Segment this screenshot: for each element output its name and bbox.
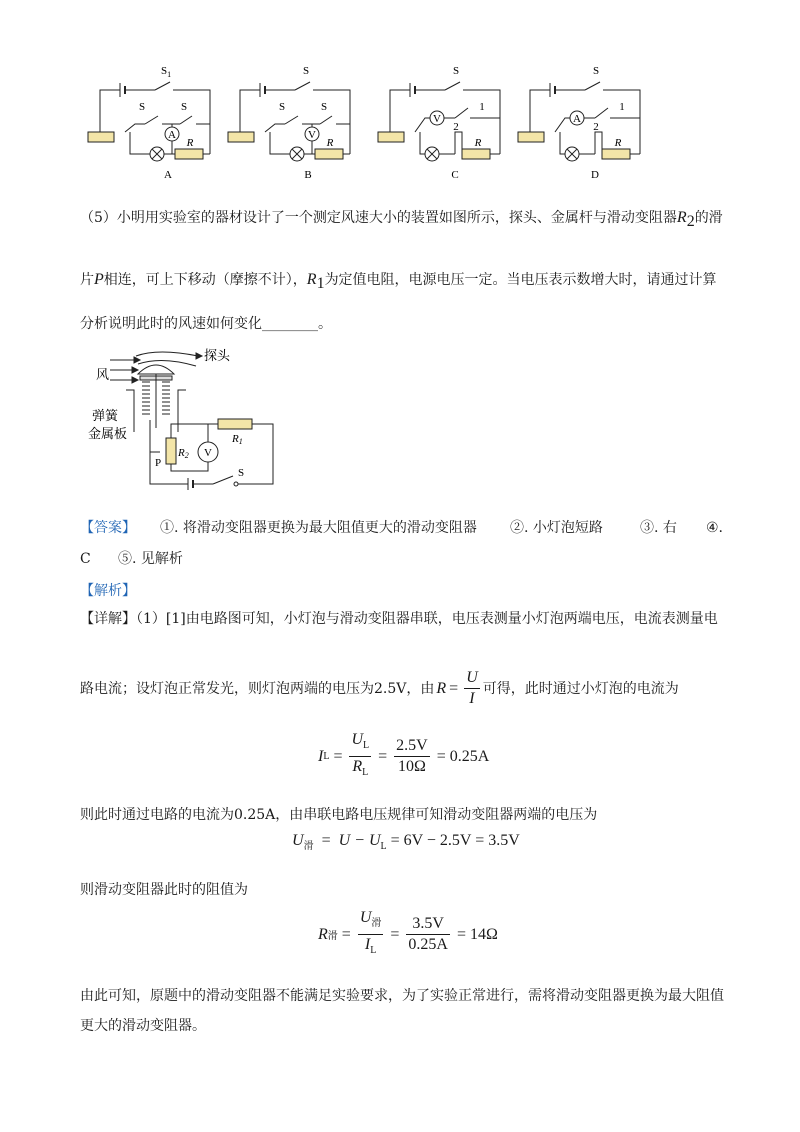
r-label-c: R [474,137,482,149]
s1-label-a: $S_1$ [160,65,172,79]
s1-label-b: S [302,65,310,77]
probe-label: 探头 [204,349,231,364]
s3-label-a: S [180,101,188,113]
spring-label: 弹簧 [92,409,119,424]
r1-symbol: R [306,271,317,288]
r-label-b: R [326,137,334,149]
r-label-d: R [614,137,622,149]
ammeter-d: A [573,113,581,125]
option-b-label: B [304,169,312,181]
p-label: P [155,457,162,469]
detail-line5: 由此可知，原题中的滑动变阻器不能满足实验要求，为了实验正常进行，需将滑动变阻器更换为最大阻值 [80,988,724,1004]
option-a-label: A [164,169,172,181]
detail-label: 【详解】 [80,611,136,627]
voltmeter-b: V [308,129,316,141]
voltmeter-c: V [433,113,441,125]
ammeter-a: A [168,129,176,141]
answer-item5: ⑤. 见解析 [118,551,183,567]
voltmeter-label: V [204,447,212,459]
detail-line2: 路电流；设灯泡正常发光，则灯泡两端的电压为2.5V，由 R = $\frac{U}{I}$ 可得，此时通过小灯泡的电流为 [80,669,679,707]
answer-line [80,518,136,538]
s1-label-d: S [592,65,600,77]
wind-label: 风 [96,368,110,383]
r1-label: R1 [232,433,243,446]
wind-speed-device-figure [88,346,288,496]
equation-resistance: R 滑 = $\frac{U_滑}{I_L}$ = $\frac{3.5V}{0.25A}$ = 14Ω [318,909,498,957]
s2-label-a: S [138,101,146,113]
r-label-a: R [186,137,194,149]
option-c-label: C [451,169,459,181]
pos2-c: 2 [453,121,459,133]
detail-line6: 更大的滑动变阻器。 [80,1018,206,1034]
answer-item4: ④. [706,520,724,536]
equation-voltage: $U_滑 = U - U_L = 6V - 2.5V = 3.5V$ [292,832,520,853]
s2-label-b: S [278,101,286,113]
option-d-label: D [591,169,599,181]
answer-item1: ①. 将滑动变阻器更换为最大阻值更大的滑动变阻器 [160,520,477,536]
equation-current: I L = $\frac{U_L}{R_L}$ = $\frac{2.5V}{10\Omega}$ = 0.25A [318,731,490,779]
switch-label: S [238,467,245,479]
s1-label-c: S [452,65,460,77]
r2-symbol: R [676,209,687,226]
answer-label: 【答案】 [80,520,136,536]
answer-item3: ③. 右 [640,520,677,536]
question5-line1: （5）小明用实验室的器材设计了一个测定风速大小的装置如图所示，探头、金属杆与滑动变阻器$R_2$的滑 [80,209,723,230]
pos1-d: 1 [619,101,625,113]
circuit-b [228,82,350,161]
circuit-a [88,82,210,161]
answer-item2: ②. 小灯泡短路 [510,520,603,536]
detail-line3: 则此时通过电路的电流为0.25A，由串联电路电压规律可知滑动变阻器两端的电压为 [80,807,598,823]
detail-line4: 则滑动变阻器此时的阻值为 [80,882,248,898]
pos1-c: 1 [479,101,485,113]
question5-line3: 分析说明此时的风速如何变化________。 [80,316,332,332]
answer-item4-value: C [80,551,91,567]
s3-label-b: S [320,101,328,113]
circuit-options-figure [80,62,730,184]
r2-label: R2 [178,447,189,460]
plate-label: 金属板 [88,427,128,442]
question5-line2: 片P相连，可上下移动（摩擦不计），$R_1$为定值电阻，电源电压一定。当电压表示数增大时，请通过计算 [80,271,717,292]
analysis-label: 【解析】 [80,583,136,599]
pos2-d: 2 [593,121,599,133]
detail-line1: 【详解】（1）[1]由电路图可知，小灯泡与滑动变阻器串联，电压表测量小灯泡两端电压，电流表测量电 [80,611,718,627]
p-symbol: P [94,271,104,288]
ohm-law-fraction: $\frac{U}{I}$ [466,669,478,707]
